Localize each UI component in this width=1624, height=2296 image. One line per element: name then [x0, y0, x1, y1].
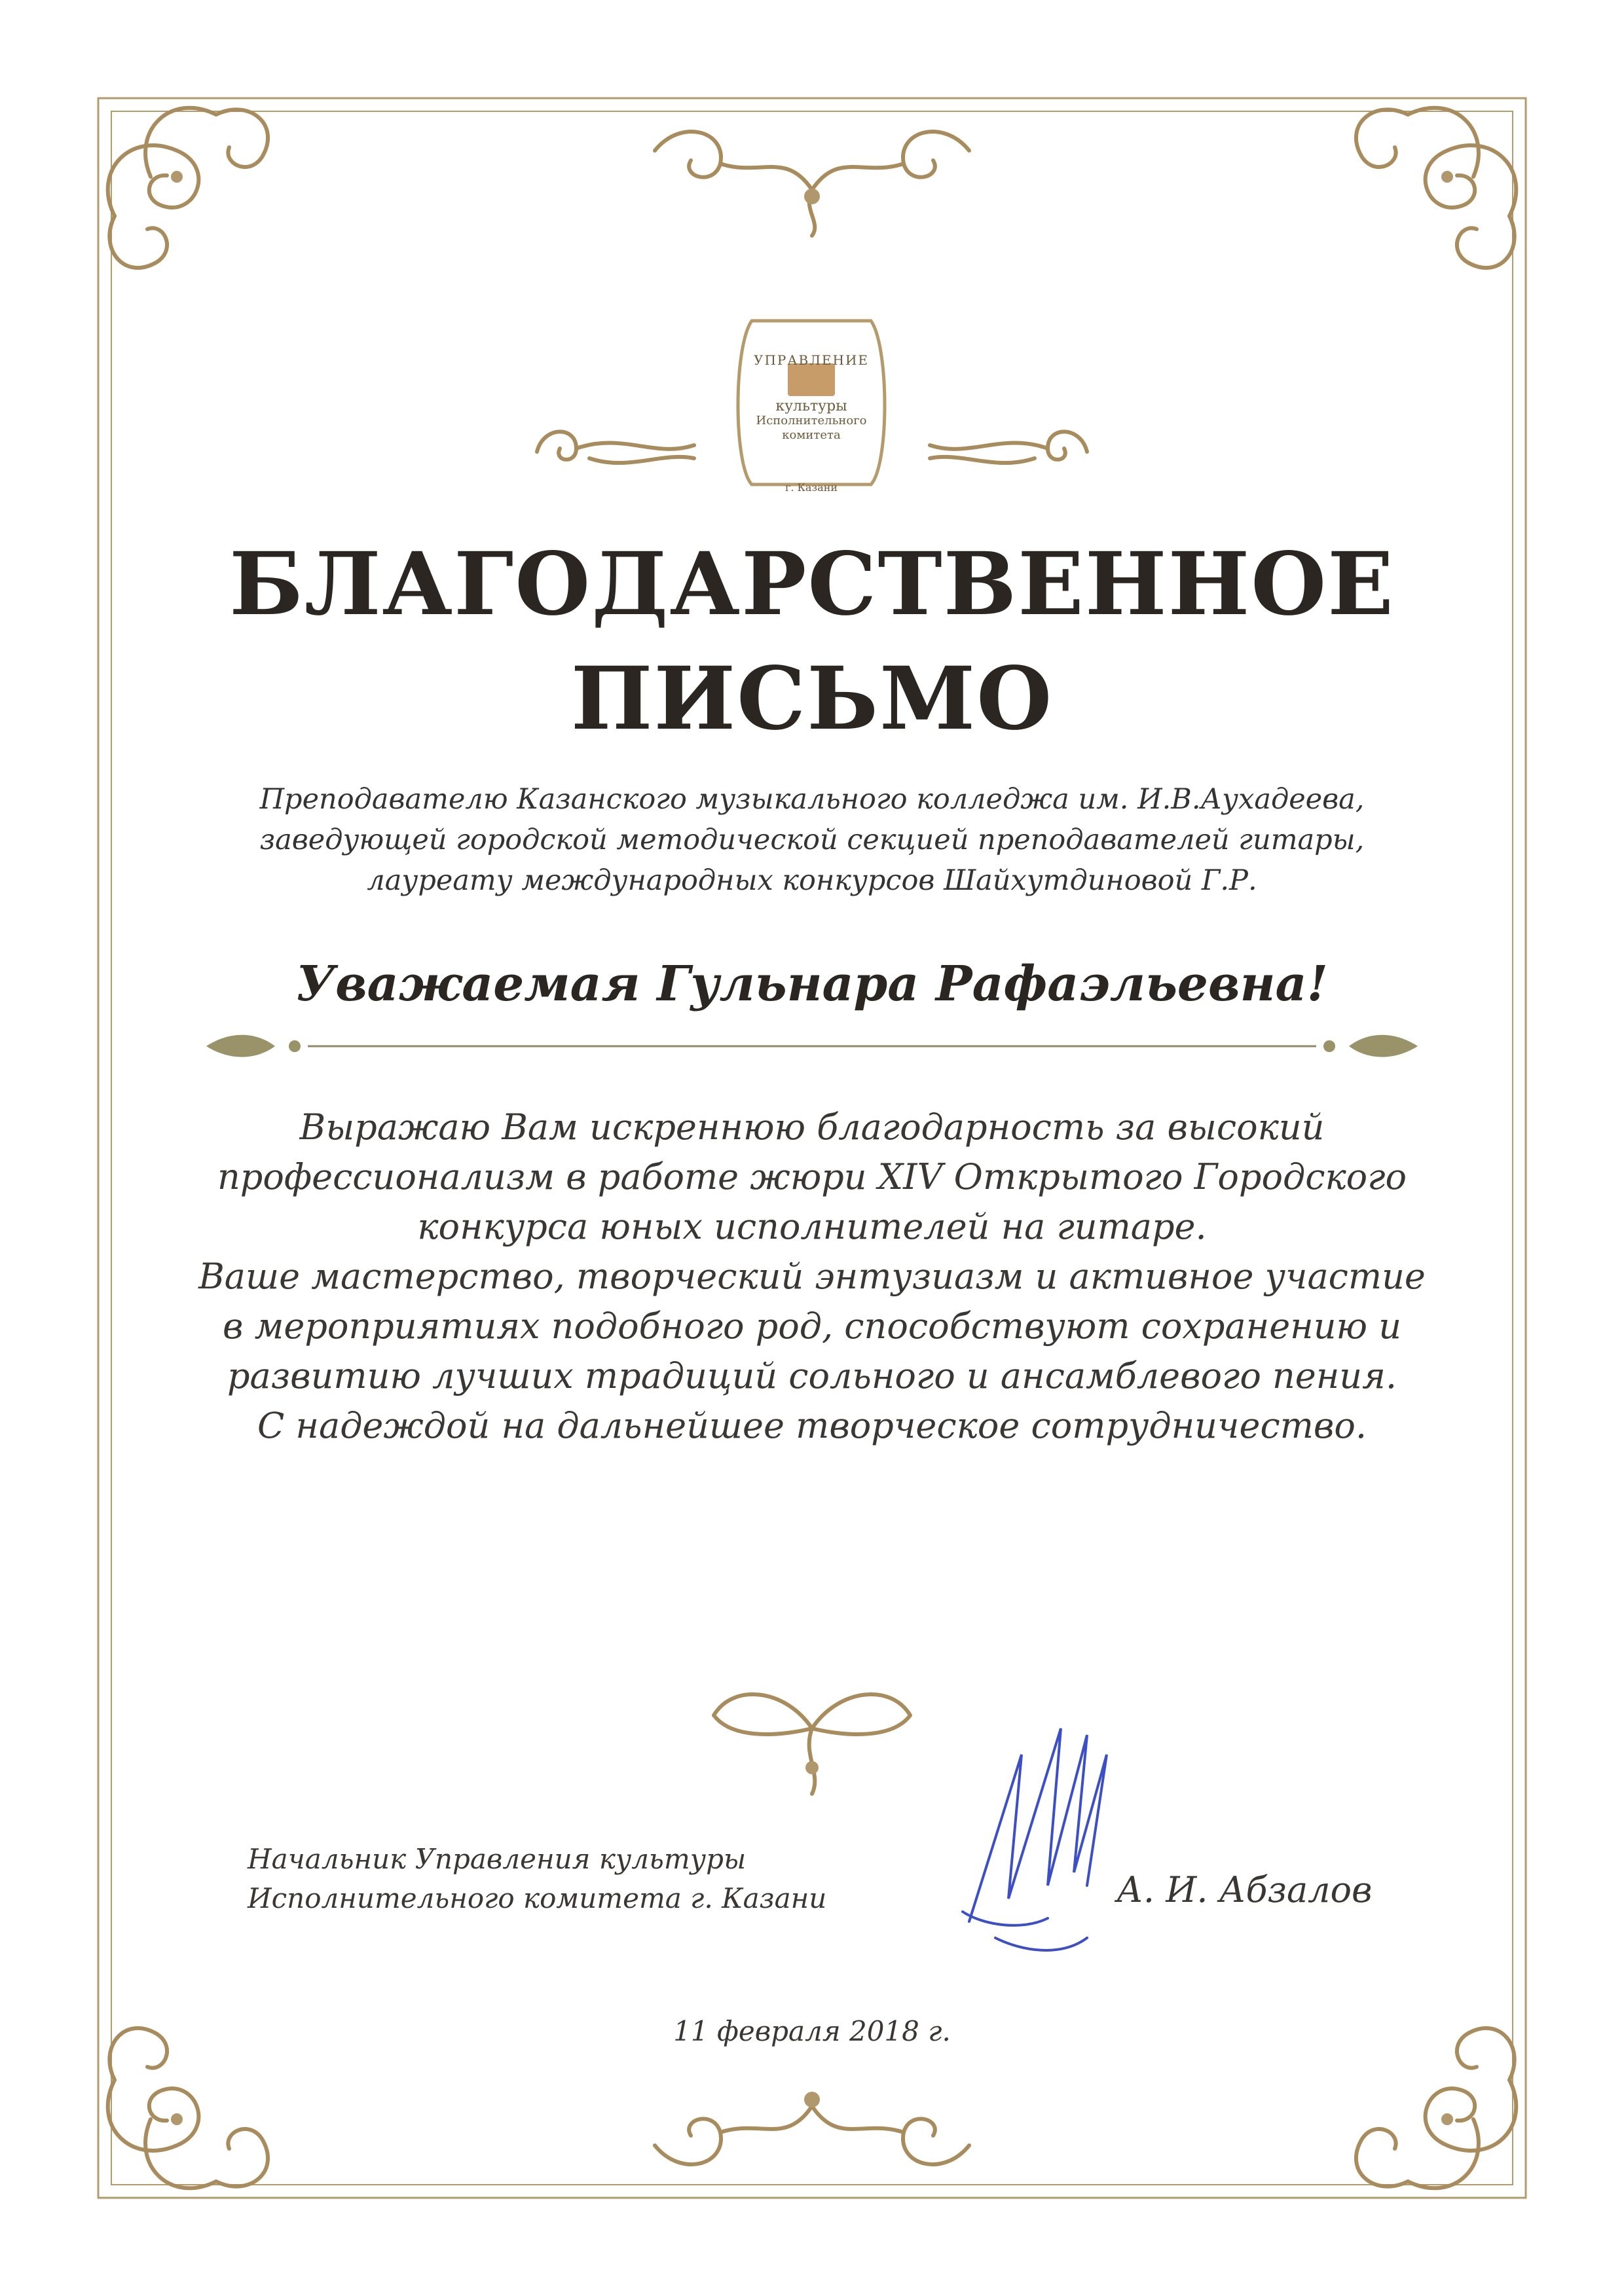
corner-ornament-bottom-right: [1356, 2028, 1516, 2188]
corner-ornament-bottom-left: [108, 2028, 268, 2188]
body-line-4: Ваше мастерство, творческий энтузиазм и активное участие: [198, 1256, 1426, 1297]
body-line-3: конкурса юных исполнителей на гитаре.: [417, 1206, 1207, 1247]
emblem-line-5: г. Казани: [784, 481, 838, 494]
body-line-6: развитию лучших традиций сольного и ансамблевого пения.: [227, 1355, 1397, 1396]
body-line-1: Выражаю Вам искреннюю благодарность за высокий: [299, 1106, 1325, 1148]
salutation: Уважаемая Гульнара Рафаэльевна!: [296, 956, 1328, 1012]
signatory-position-line-1: Начальник Управления культуры: [248, 1843, 747, 1875]
body-line-5: в мероприятиях подобного род, способствуют сохранению и: [223, 1305, 1401, 1347]
body-line-2: профессионализм в работе жюри XIV Открытого Городского: [217, 1156, 1407, 1197]
document-date: 11 февраля 2018 г.: [673, 2015, 951, 2047]
emblem-line-2: культуры: [775, 398, 847, 414]
signatory-name: А. И. Абзалов: [1116, 1869, 1373, 1910]
emblem: [726, 308, 897, 504]
document-title-line-1: БЛАГОДАРСТВЕННОЕ: [229, 534, 1395, 635]
emblem-flourish-left: [537, 431, 694, 463]
emblem-line-1: УПРАВЛЕНИЕ: [754, 352, 869, 368]
signatory-position-line-2: Исполнительного комитета г. Казани: [248, 1882, 827, 1914]
bottom-center-flourish: [655, 2092, 969, 2164]
salutation-divider: [206, 1035, 1418, 1057]
recipient-line-1: Преподавателю Казанского музыкального колледжа им. И.В.Аухадеева,: [259, 783, 1365, 816]
corner-ornament-top-right: [1356, 108, 1516, 268]
emblem-line-3: Исполнительного: [756, 414, 867, 428]
corner-ornament-top-left: [108, 108, 268, 268]
recipient-line-2: заведующей городской методической секцией преподавателей гитары,: [259, 824, 1365, 856]
emblem-line-4: комитета: [782, 428, 841, 442]
signature-flourish: [714, 1694, 910, 1794]
handwritten-signature: [963, 1728, 1107, 1950]
document-title-line-2: ПИСЬМО: [570, 648, 1054, 750]
emblem-flourish-right: [930, 431, 1087, 463]
top-center-flourish: [655, 132, 969, 236]
recipient-line-3: лауреату международных конкурсов Шайхутдиновой Г.Р.: [367, 864, 1257, 897]
body-line-7: С надеждой на дальнейшее творческое сотрудничество.: [257, 1405, 1367, 1446]
